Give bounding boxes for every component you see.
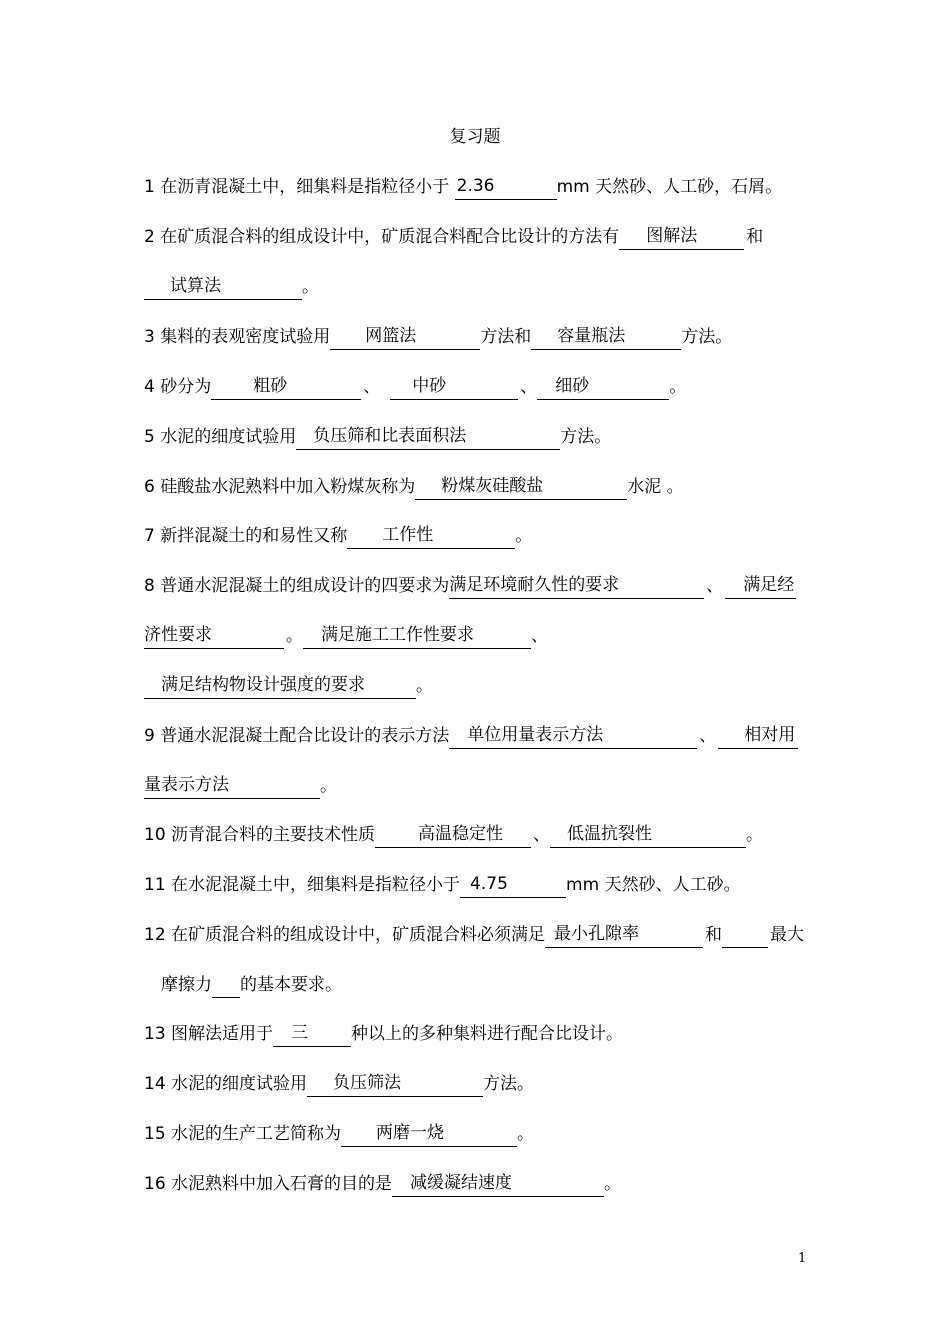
question-12-continued	[161, 972, 342, 998]
question-5	[144, 424, 611, 450]
question-text: 1 在沥青混凝土中，细集料是指粒径小于	[144, 177, 455, 197]
question-2-continued	[144, 274, 319, 300]
answer-blank: 减缓凝结速度	[392, 1171, 604, 1197]
question-text: 5 水泥的细度试验用	[144, 427, 297, 447]
answer-blank: 中砂	[390, 374, 518, 400]
question-11	[144, 872, 741, 898]
question-text: 12 在矿质混合料的组成设计中，矿质混合料必须满足	[144, 925, 546, 945]
answer-blank: 负压筛和比表面积法	[296, 424, 560, 450]
question-text: 3 集料的表观密度试验用	[144, 327, 331, 347]
question-text: mm 天然砂、人工砂，石屑。	[556, 177, 783, 197]
answer-blank: 图解法	[619, 224, 744, 250]
question-text: 、	[533, 825, 551, 845]
question-10	[144, 822, 763, 848]
question-text: 水泥 。	[627, 477, 684, 497]
question-text: 。	[286, 626, 303, 646]
answer-blank: 满足结构物设计强度的要求	[144, 673, 416, 699]
answer-blank: 相对用	[718, 723, 798, 749]
answer-blank: 低温抗裂性	[550, 822, 746, 848]
question-text: 8 普通水泥混凝土的组成设计的四要求为	[144, 576, 450, 596]
question-text: 和	[746, 227, 764, 247]
question-6	[144, 474, 684, 500]
question-text: 。	[669, 377, 687, 397]
question-8-continued-2	[144, 673, 433, 699]
question-text: 。	[416, 676, 433, 696]
question-text: 。	[515, 526, 533, 546]
question-text: 摩擦力	[161, 975, 212, 995]
question-text: 方法和	[480, 327, 532, 347]
question-text: 。	[604, 1174, 622, 1194]
question-14	[144, 1071, 534, 1097]
question-8-continued	[144, 623, 548, 649]
answer-blank: 负压筛法	[307, 1071, 483, 1097]
question-15	[144, 1121, 534, 1147]
question-text: 4 砂分为	[144, 377, 212, 397]
answer-blank: 4.75	[460, 872, 566, 898]
question-text: 的基本要求。	[240, 975, 342, 995]
answer-blank: 工作性	[347, 523, 515, 549]
question-text: 、	[363, 377, 381, 397]
answer-blank: 满足环境耐久性的要求	[449, 573, 704, 599]
question-4	[144, 374, 686, 400]
question-text: 14 水泥的细度试验用	[144, 1074, 308, 1094]
answer-blank: 三	[273, 1021, 351, 1047]
question-text: 、	[520, 377, 538, 397]
question-12	[144, 922, 804, 948]
question-16	[144, 1171, 621, 1197]
question-text: mm 天然砂、人工砂。	[566, 875, 741, 895]
question-text: 6 硅酸盐水泥熟料中加入粉煤灰称为	[144, 477, 416, 497]
question-8	[144, 573, 796, 599]
question-text: 15 水泥的生产工艺简称为	[144, 1124, 342, 1144]
answer-blank: 两磨一烧	[341, 1121, 517, 1147]
question-text: 。	[320, 776, 337, 796]
answer-blank: 满足经	[725, 573, 796, 599]
question-text: 10 沥青混合料的主要技术性质	[144, 825, 376, 845]
answer-blank: 细砂	[537, 374, 669, 400]
answer-blank: 济性要求	[144, 623, 284, 649]
answer-blank: 量表示方法	[144, 773, 320, 799]
answer-blank: 粉煤灰硅酸盐	[415, 474, 627, 500]
question-text: 方法。	[681, 327, 733, 347]
answer-blank	[212, 972, 240, 998]
answer-blank: 试算法	[144, 274, 302, 300]
question-text: 。	[302, 277, 319, 297]
answer-blank: 满足施工工作性要求	[303, 623, 531, 649]
question-text: 方法。	[483, 1074, 535, 1094]
question-text: 方法。	[560, 427, 612, 447]
answer-blank: 粗砂	[211, 374, 361, 400]
answer-blank: 最小孔隙率	[545, 922, 703, 948]
answer-blank	[722, 922, 768, 948]
document-title: 复习题	[449, 127, 501, 147]
question-text: 。	[517, 1124, 535, 1144]
question-13	[144, 1021, 623, 1047]
question-text: 2 在矿质混合料的组成设计中，矿质混合料配合比设计的方法有	[144, 227, 620, 247]
answer-blank: 2.36	[455, 174, 557, 200]
question-text: 16 水泥熟料中加入石膏的目的是	[144, 1174, 393, 1194]
answer-blank: 单位用量表示方法	[449, 723, 697, 749]
question-2	[144, 224, 763, 250]
question-text: 最大	[770, 925, 805, 945]
question-text: 、	[699, 726, 717, 746]
question-9	[144, 723, 798, 749]
question-9-continued	[144, 773, 337, 799]
answer-blank: 网篮法	[330, 324, 480, 350]
question-text: 和	[705, 925, 723, 945]
question-text: 9 普通水泥混凝土配合比设计的表示方法	[144, 726, 450, 746]
question-1	[144, 174, 782, 200]
answer-blank: 容量瓶法	[531, 324, 681, 350]
question-text: 、	[706, 576, 724, 596]
question-text: 种以上的多种集料进行配合比设计。	[351, 1024, 624, 1044]
question-7	[144, 523, 532, 549]
question-text: 11 在水泥混凝土中，细集料是指粒径小于	[144, 875, 461, 895]
page-number: 1	[798, 1251, 807, 1266]
question-text: 。	[746, 825, 764, 845]
question-text: 7 新拌混凝土的和易性又称	[144, 526, 348, 546]
answer-blank: 高温稳定性	[375, 822, 531, 848]
question-text: 、	[531, 626, 548, 646]
question-3	[144, 324, 732, 350]
question-text: 13 图解法适用于	[144, 1024, 274, 1044]
